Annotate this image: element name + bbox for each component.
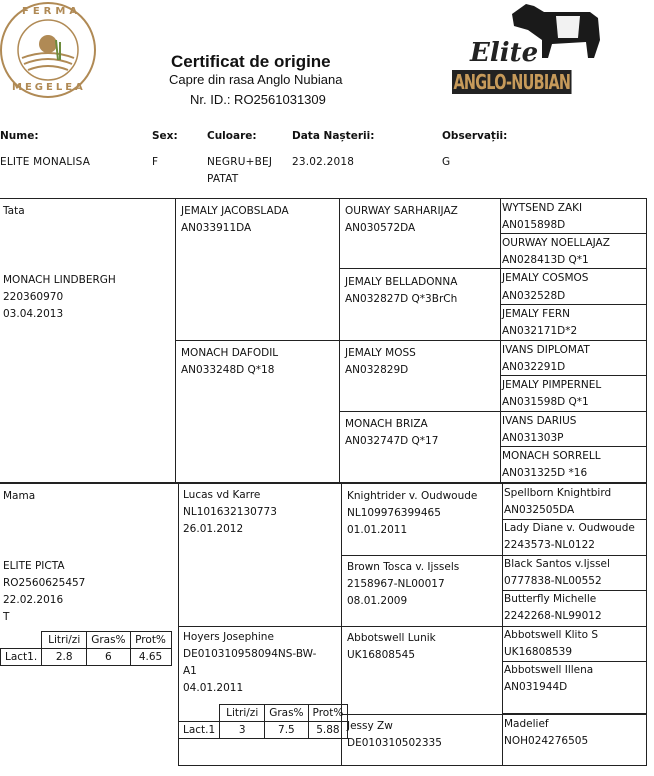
dam-mother-lact-h1: Litri/zi [220,705,265,722]
dam-mf-id: UK16808545 [347,649,416,661]
dam-fm-date: 08.01.2009 [347,595,408,607]
label-sex: Sex: [152,130,178,142]
sire-g4-5-name: IVANS DIPLOMAT [502,344,590,356]
sire-fm-name: JEMALY BELLADONNA [345,276,458,288]
sire-ff-id: AN030572DA [345,222,416,234]
animal-name: ELITE MONALISA [0,156,91,168]
dam-mother-lact-row: Lact.1 [179,722,220,739]
sire-mm-name: MONACH BRIZA [345,418,428,430]
dam-g4-2-name: Lady Diane v. Oudwoude [504,522,635,534]
dam-extra: T [3,611,10,623]
sire-g4-2-name: OURWAY NOELLAJAZ [502,237,610,249]
logo-anglo-nubian-text: ANGLO-NUBIAN [453,70,571,94]
sire-g4-1-id: AN015898D [502,219,566,231]
label-color: Culoare: [207,130,257,142]
dam-g4-1-id: AN032505DA [504,504,575,516]
sire-father-name: JEMALY JACOBSLADA [181,205,289,217]
dam-g4-5-name: Abbotswell Klito S [504,629,599,641]
certificate-subtitle: Capre din rasa Anglo Nubiana [169,72,343,87]
dam-father-id: NL101632130773 [183,506,277,518]
dam-mother-id1: DE010310958094NS-BW- [183,648,317,660]
certificate-title: Certificat de origine [171,52,331,71]
dam-lact-h1: Litri/zi [42,632,87,649]
dam-lact-v2: 6 [87,649,130,666]
dam-g4-3-name: Black Santos v.Ijssel [504,558,610,570]
animal-birth: 23.02.2018 [292,156,355,168]
dam-mother-lactation-table [178,704,348,739]
animal-notes: G [442,156,451,168]
sire-g4-5-id: AN032291D [502,361,566,373]
dam-mother-lact-v1: 3 [220,722,265,739]
label-notes: Observații: [442,130,508,142]
dam-mother-lact-v3: 5.88 [308,722,348,739]
dam-id: RO2560625457 [3,577,86,589]
sire-g4-7-name: IVANS DARIUS [502,415,577,427]
sire-date: 03.04.2013 [3,308,64,320]
dam-father-date: 26.01.2012 [183,523,244,535]
sire-g4-3-id: AN032528D [502,290,566,302]
dam-g4-1-name: Spellborn Knightbird [504,487,612,499]
dam-ff-date: 01.01.2011 [347,524,408,536]
dam-lact-h3: Prot% [130,632,171,649]
sire-g4-3-name: JEMALY COSMOS [502,272,589,284]
sire-ff-name: OURWAY SARHARIJAZ [345,205,458,217]
dam-g4-3-id: 0777838-NL00552 [504,575,602,587]
dam-mother-lact-v2: 7.5 [265,722,308,739]
logo-text-bottom: MEGELEA [12,82,86,93]
dam-g4-2-id: 2243573-NL0122 [504,539,595,551]
sire-label: Tata [3,205,25,217]
dam-lact-v1: 2.8 [42,649,87,666]
dam-g4-6-name: Abbotswell Illena [504,664,594,676]
dam-mother-date: 04.01.2011 [183,682,244,694]
sire-g4-6-id: AN031598D Q*1 [502,396,589,408]
label-name: Nume: [0,130,39,142]
dam-lact-row: Lact1. [1,649,42,666]
sire-name: MONACH LINDBERGH [3,274,116,286]
dam-mm-name: Jessy Zw [347,720,393,732]
sire-g4-4-name: JEMALY FERN [502,308,571,320]
sire-mf-id: AN032829D [345,364,409,376]
sire-gen1-box [0,198,176,484]
sire-father-id: AN033911DA [181,222,252,234]
sire-g4-8-name: MONACH SORRELL [502,450,601,462]
sire-g4-2-id: AN028413D Q*1 [502,254,589,266]
dam-g4-7-id: NOH024276505 [504,735,589,747]
dam-label: Mama [3,490,36,502]
sire-fm-id: AN032827D Q*3BrCh [345,293,458,305]
dam-g4-4-name: Butterfly Michelle [504,593,597,605]
dam-mm-id: DE010310502335 [347,737,442,749]
dam-mother-id2: A1 [183,665,197,677]
dam-ff-id: NL109976399465 [347,507,441,519]
animal-color-2: PATAT [207,173,239,185]
sire-g4-1-name: WYTSEND ZAKI [502,202,583,214]
dam-date: 22.02.2016 [3,594,64,606]
dam-father-name: Lucas vd Karre [183,489,261,501]
sire-mm-id: AN032747D Q*17 [345,435,439,447]
dam-lact-v3: 4.65 [130,649,171,666]
dam-mother-name: Hoyers Josephine [183,631,274,643]
dam-mother-lact-h3: Prot% [308,705,348,722]
logo-text-top: FERMA [22,6,82,17]
sire-mf-name: JEMALY MOSS [345,347,416,359]
dam-mother-lact-h2: Gras% [265,705,308,722]
sire-id: 220360970 [3,291,64,303]
dam-lact-h2: Gras% [87,632,130,649]
dam-g4-6-id: AN031944D [504,681,568,693]
dam-fm-id: 2158967-NL00017 [347,578,445,590]
animal-color-1: NEGRU+BEJ [207,156,273,168]
dam-ff-name: Knightrider v. Oudwoude [347,490,478,502]
sire-g4-8-id: AN031325D *16 [502,467,588,479]
logo-elite-text: Elite [470,38,539,68]
sire-mother-id: AN033248D Q*18 [181,364,275,376]
sire-g4-7-id: AN031303P [502,432,564,444]
dam-mf-name: Abbotswell Lunik [347,632,436,644]
dam-g4-4-id: 2242268-NL99012 [504,610,602,622]
label-birth: Data Nașterii: [292,130,375,142]
sire-mother-name: MONACH DAFODIL [181,347,279,359]
dam-g4-5-id: UK16808539 [504,646,573,658]
sire-g4-6-name: JEMALY PIMPERNEL [502,379,602,391]
dam-name: ELITE PICTA [3,560,65,572]
dam-lactation-table [0,631,172,666]
dam-gen1-box [0,484,179,766]
certificate-id: Nr. ID.: RO2561031309 [190,92,326,107]
sire-g4-4-id: AN032171D*2 [502,325,578,337]
dam-fm-name: Brown Tosca v. Ijssels [347,561,460,573]
dam-g4-7-name: Madelief [504,718,549,730]
animal-sex: F [152,156,159,168]
